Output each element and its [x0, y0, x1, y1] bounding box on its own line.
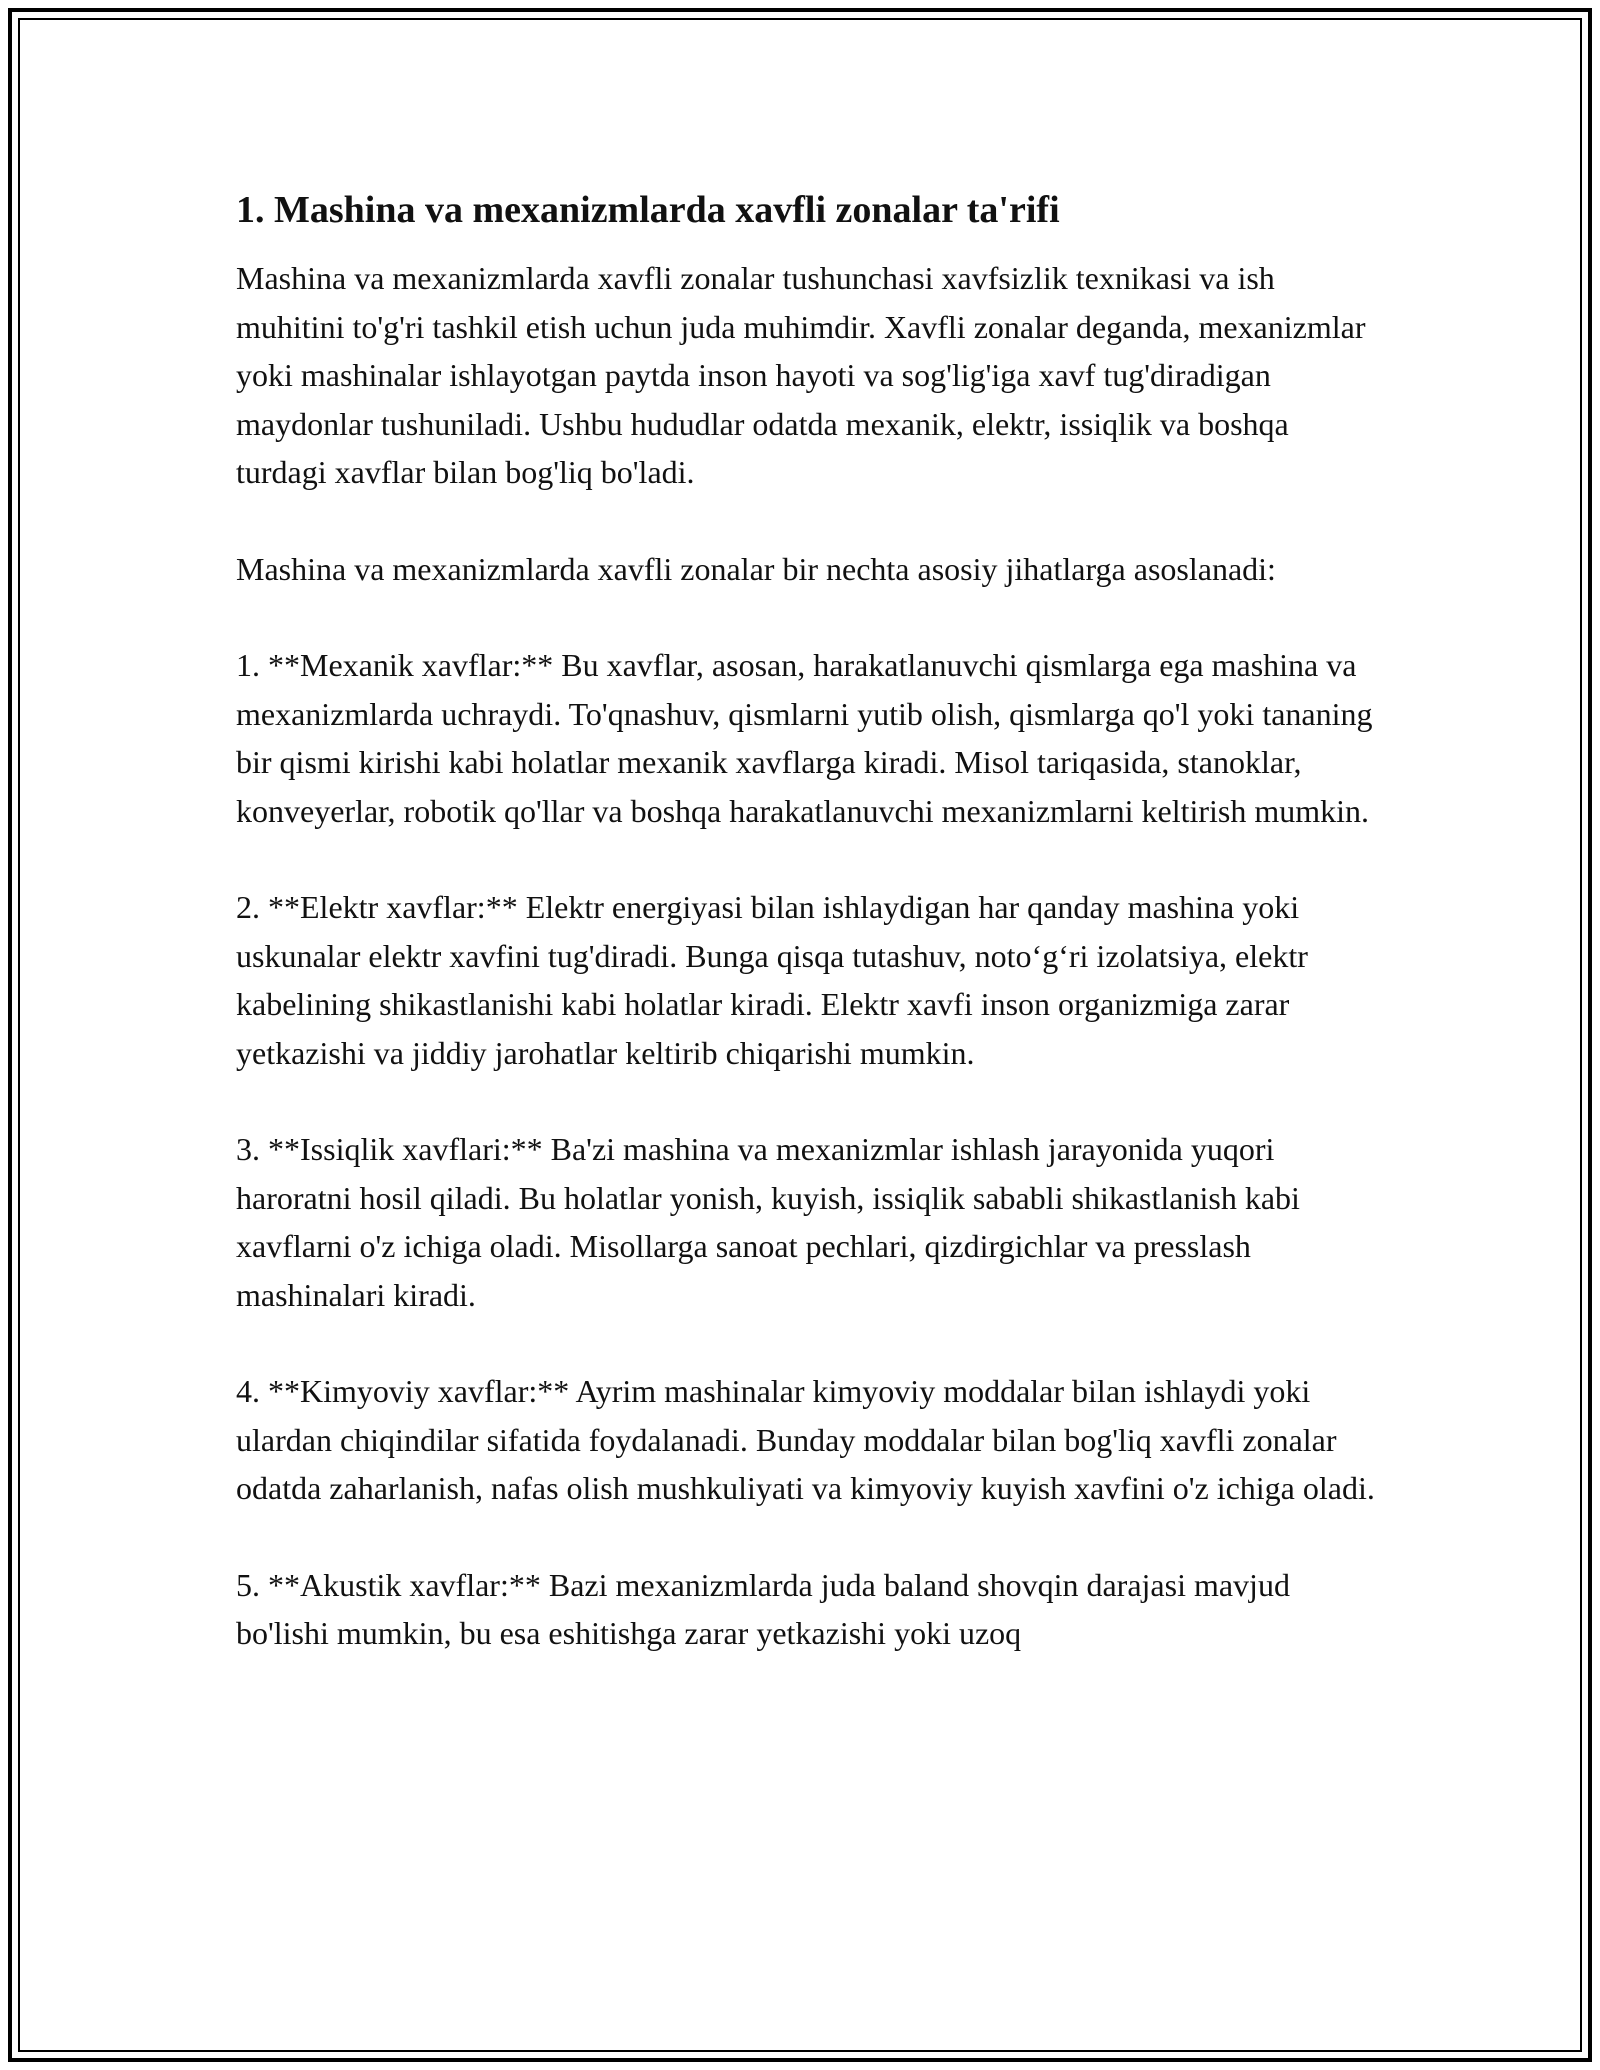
mechanical-hazards-paragraph: 1. **Mexanik xavflar:** Bu xavflar, asosan, harakatlanuvchi qismlarga ega mashina va mexanizmlarda uchraydi. To'qnashuv, qismlarni yutib olish, qismlarga qo'l yoki tananing bir qismi kirishi kabi holatlar mexanik xavflarga kiradi. Misol tariqasida, stanoklar, konveyerlar, robotik qo'llar va boshqa harakatlanuvchi mexanizmlarni keltirish mumkin.: [236, 647, 1373, 829]
aspects-intro-paragraph: Mashina va mexanizmlarda xavfli zonalar bir nechta asosiy jihatlarga asoslanadi:: [236, 550, 1276, 587]
acoustic-hazards-paragraph: 5. **Akustik xavflar:** Bazi mexanizmlarda juda baland shovqin darajasi mavjud bo'lishi mumkin, bu esa eshitishga zarar yetkazishi yoki uzoq: [236, 1566, 1290, 1651]
chemical-hazards-paragraph: 4. **Kimyoviy xavflar:** Ayrim mashinalar kimyoviy moddalar bilan ishlaydi yoki ulardan chiqindilar sifatida foydalanadi. Bunday moddalar bilan bog'liq xavfli zonalar odatda zaharlanish, nafas olish mushkuliyati va kimyoviy kuyish xavfini o'z ichiga oladi.: [236, 1373, 1375, 1506]
intro-paragraph: Mashina va mexanizmlarda xavfli zonalar tushunchasi xavfsizlik texnikasi va ish muhitini to'g'ri tashkil etish uchun juda muhimdir. Xavfli zonalar deganda, mexanizmlar yoki mashinalar ishlayotgan paytda inson hayoti va sog'lig'iga xavf tug'diradigan maydonlar tushuniladi. Ushbu hududlar odatda mexanik, elektr, issiqlik va boshqa turdagi xavflar bilan bog'liq bo'ladi.: [236, 260, 1366, 490]
document-body: [236, 186, 1376, 1706]
section-heading: 1. Mashina va mexanizmlarda xavfli zonalar ta'rifi: [236, 189, 1060, 231]
electrical-hazards-paragraph: 2. **Elektr xavflar:** Elektr energiyasi bilan ishlaydigan har qanday mashina yoki uskunalar elektr xavfini tug'diradi. Bunga qisqa tutashuv, noto‘g‘ri izolatsiya, elektr kabelining shikastlanishi kabi holatlar kiradi. Elektr xavfi inson organizmiga zarar yetkazishi va jiddiy jarohatlar keltirib chiqarishi mumkin.: [236, 889, 1308, 1071]
thermal-hazards-paragraph: 3. **Issiqlik xavflari:** Ba'zi mashina va mexanizmlar ishlash jarayonida yuqori haroratni hosil qiladi. Bu holatlar yonish, kuyish, issiqlik sababli shikastlanish kabi xavflarni o'z ichiga oladi. Misollarga sanoat pechlari, qizdirgichlar va presslash mashinalari kiradi.: [236, 1131, 1300, 1313]
